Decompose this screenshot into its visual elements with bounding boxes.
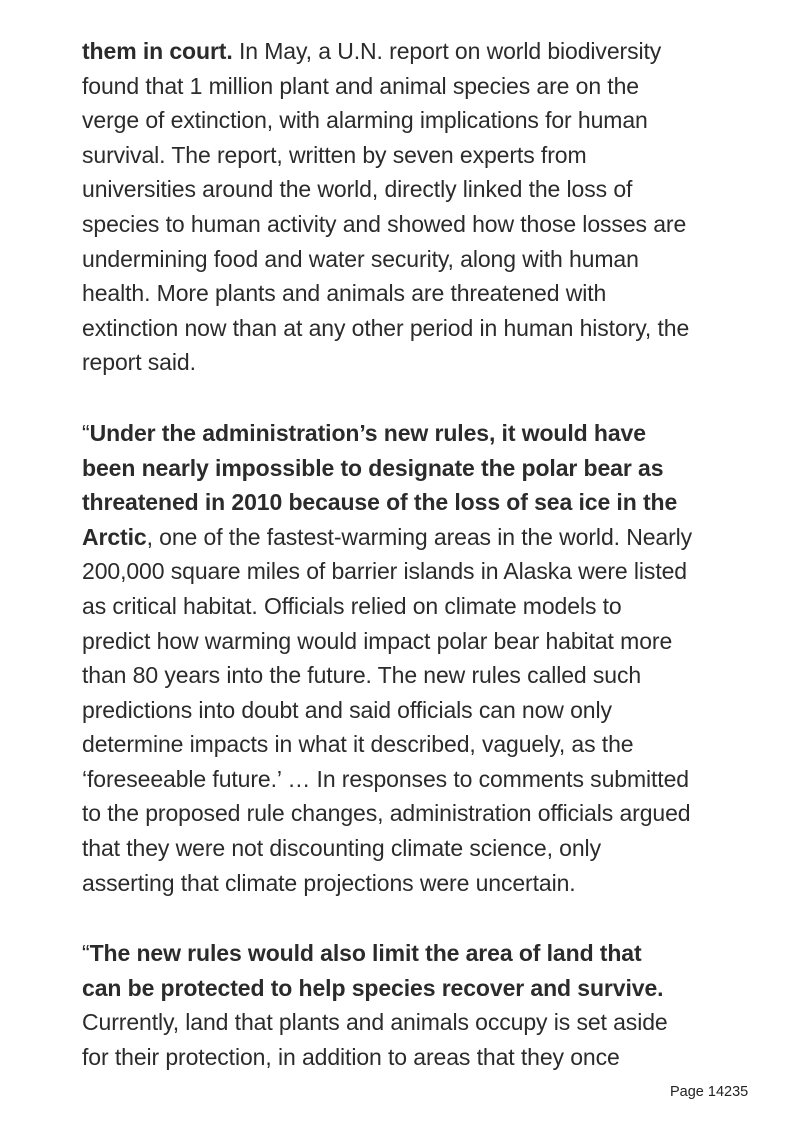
text-line [82, 520, 782, 555]
body-text: universities around the world, directly linked the loss of [82, 176, 633, 203]
paragraph [82, 34, 782, 380]
text-line [82, 451, 782, 486]
body-text: determine impacts in what it described, vaguely, as the [82, 731, 634, 758]
body-text: that they were not discounting climate science, only [82, 835, 601, 862]
body-text: as critical habitat. Officials relied on climate models to [82, 592, 622, 619]
text-line [82, 971, 782, 1006]
body-text: 200,000 square miles of barrier islands in Alaska were listed [82, 558, 687, 585]
text-line [82, 1040, 782, 1075]
text-line [82, 69, 782, 104]
body-text: for their protection, in addition to areas that they once [82, 1044, 620, 1071]
page-number: Page 14235 [670, 1084, 749, 1100]
body-text: report said. [82, 349, 196, 376]
text-line [82, 624, 782, 659]
body-text: verge of extinction, with alarming implications for human [82, 107, 648, 134]
text-line [82, 103, 782, 138]
text-line [82, 485, 782, 520]
text-line [82, 311, 782, 346]
document-body [82, 34, 782, 1111]
text-line [82, 866, 782, 901]
body-text: predictions into doubt and said officials can now only [82, 696, 612, 723]
body-text: survival. The report, written by seven experts from [82, 141, 587, 168]
body-text: “ [82, 419, 90, 446]
body-text: extinction now than at any other period in human history, the [82, 314, 690, 341]
text-line [82, 796, 782, 831]
text-line [82, 589, 782, 624]
body-text: to the proposed rule changes, administration officials argued [82, 800, 691, 827]
text-line [82, 207, 782, 242]
text-line [82, 416, 782, 451]
text-line [82, 831, 782, 866]
body-text: undermining food and water security, along with human [82, 245, 639, 272]
body-text: predict how warming would impact polar bear habitat more [82, 627, 673, 654]
text-line [82, 276, 782, 311]
bold-text: can be protected to help species recover and survive. [82, 974, 664, 1001]
body-text: , one of the fastest-warming areas in the world. Nearly [146, 523, 693, 550]
text-line [82, 172, 782, 207]
text-line [82, 936, 782, 971]
bold-text: The new rules would also limit the area of land that [89, 940, 642, 967]
body-text: Currently, land that plants and animals occupy is set aside [82, 1009, 668, 1036]
paragraph [82, 416, 782, 900]
body-text: asserting that climate projections were uncertain. [82, 869, 576, 896]
bold-text: been nearly impossible to designate the polar bear as [82, 454, 664, 481]
bold-text: threatened in 2010 because of the loss of sea ice in the [82, 489, 678, 516]
text-line [82, 1005, 782, 1040]
body-text: than 80 years into the future. The new rules called such [82, 662, 642, 689]
text-line [82, 345, 782, 380]
bold-text: Arctic [82, 523, 147, 550]
text-line [82, 727, 782, 762]
body-text: In May, a U.N. report on world biodiversity [232, 38, 662, 64]
body-text: “ [82, 940, 90, 967]
body-text: health. More plants and animals are threatened with [82, 280, 607, 307]
text-line [82, 762, 782, 797]
text-line [82, 34, 782, 69]
bold-text: them in court. [82, 38, 233, 64]
body-text: found that 1 million plant and animal species are on the [82, 72, 639, 99]
body-text: ‘foreseeable future.’ … In responses to comments submitted [82, 765, 689, 792]
text-line [82, 658, 782, 693]
text-line [82, 554, 782, 589]
text-line [82, 138, 782, 173]
body-text: species to human activity and showed how those losses are [82, 210, 687, 237]
text-line [82, 242, 782, 277]
bold-text: Under the administration’s new rules, it would have [89, 419, 646, 446]
text-line [82, 693, 782, 728]
paragraph [82, 936, 782, 1074]
